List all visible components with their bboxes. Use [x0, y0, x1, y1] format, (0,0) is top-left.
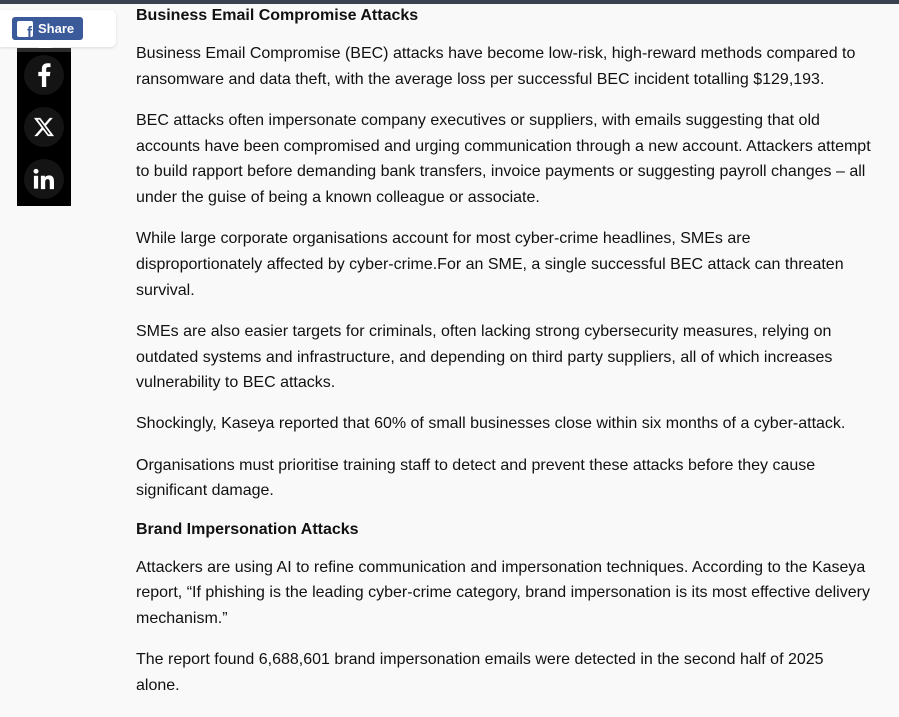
paragraph: The report found 6,688,601 brand impersonation emails were detected in the second half of 2025 alone. [136, 651, 824, 694]
facebook-icon [37, 63, 51, 87]
paragraph: Attackers are using AI to refine communication and impersonation techniques. According to the Kaseya report, “If phishing is the leading cyber-crime category, brand impersonation is its most effective delivery mechanism.” [136, 558, 870, 627]
social-share-bar [17, 48, 71, 206]
article-body [136, 4, 871, 714]
facebook-share-button[interactable] [12, 17, 83, 40]
paragraph: Shockingly, Kaseya reported that 60% of small businesses close within six months of a cyber-attack. [136, 415, 846, 433]
linkedin-button[interactable] [24, 159, 64, 199]
paragraph: Business Email Compromise (BEC) attacks have become low-risk, high-reward methods compared to ransomware and data theft, with the average loss per successful BEC incident totalling $129,193. [136, 45, 856, 88]
facebook-icon: f [17, 21, 33, 37]
x-button[interactable] [24, 107, 64, 147]
paragraph: While large corporate organisations account for most cyber-crime headlines, SMEs are disproportionately affected by cyber-crime.For an SME, a single successful BEC attack can threaten survival. [136, 230, 844, 299]
paragraph: Organisations must prioritise training staff to detect and prevent these attacks before they cause significant damage. [136, 456, 816, 500]
share-popup [0, 10, 116, 47]
section-heading-brand-impersonation: Brand Impersonation Attacks [136, 520, 359, 538]
linkedin-icon [33, 168, 55, 190]
facebook-button[interactable] [24, 55, 64, 95]
share-label: Share [38, 21, 75, 36]
section-heading-bec: Business Email Compromise Attacks [136, 7, 419, 24]
paragraph: SMEs are also easier targets for criminals, often lacking strong cybersecurity measures, relying on outdated systems and infrastructure, and depending on third party suppliers, all of which increases vulnerability to BEC attacks. [136, 322, 833, 392]
paragraph: BEC attacks often impersonate company executives or suppliers, with emails suggesting that old accounts have been compromised and urging communication through a new account. Attackers attempt to build rapport before demanding bank transfers, invoice payments or suggesting payroll changes – all under the guise of being a known colleague or associate. [136, 111, 871, 207]
x-icon [33, 116, 55, 138]
